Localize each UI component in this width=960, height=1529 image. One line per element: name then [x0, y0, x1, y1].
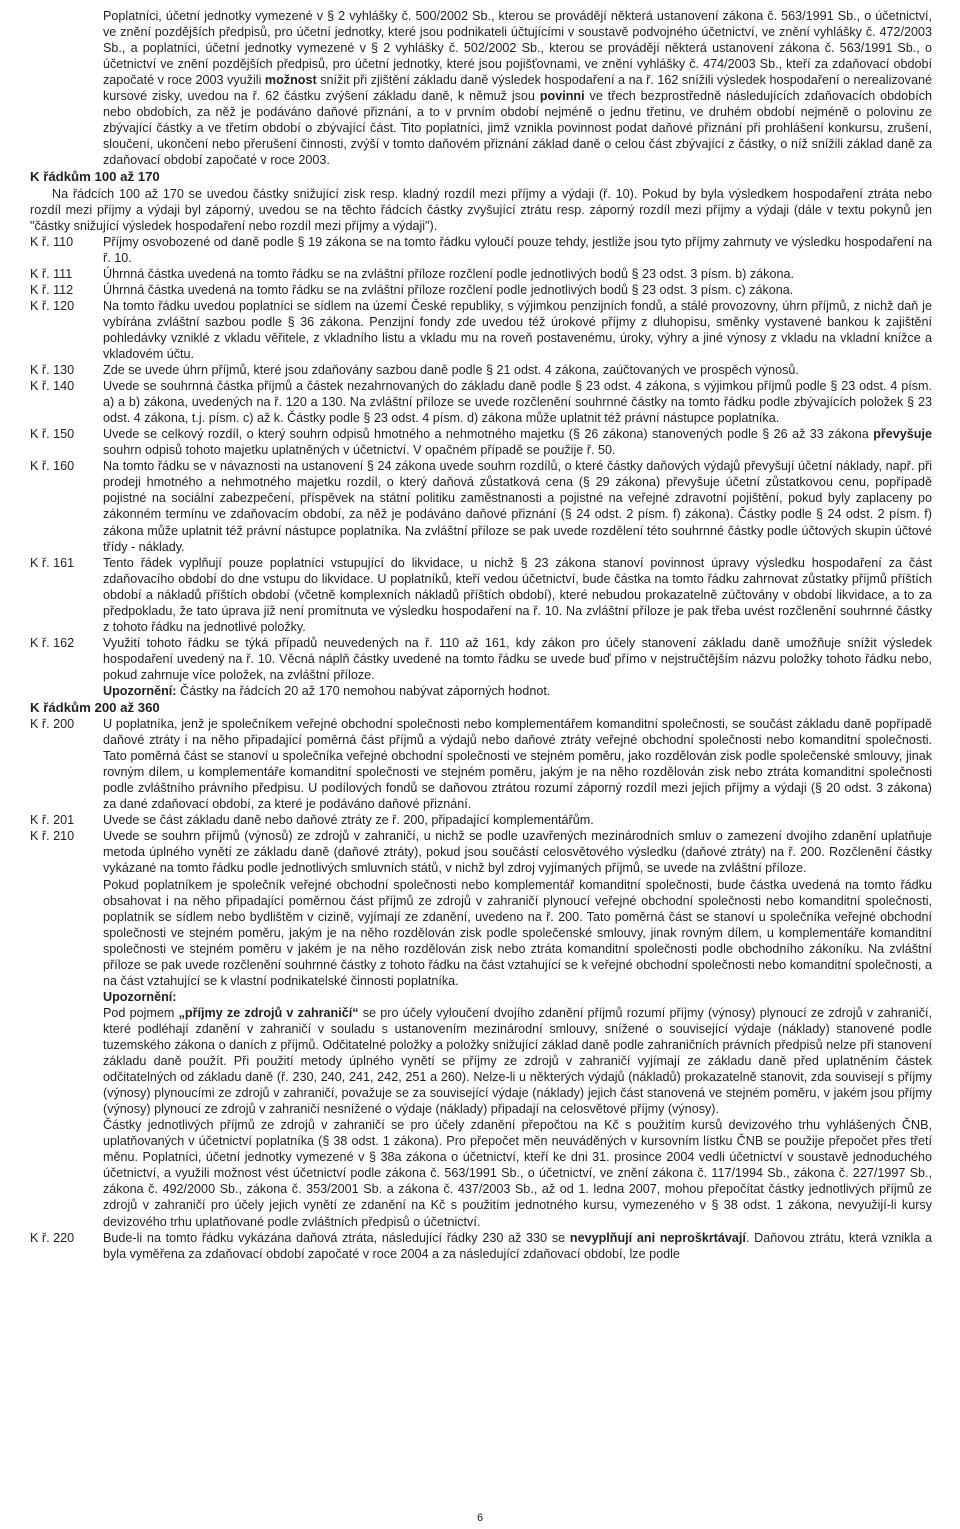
line-item-120	[30, 298, 932, 362]
line-text: Na tomto řádku se v návaznosti na ustanovení § 24 zákona uvede souhrn rozdílů, o které částky daňových výdajů převyšují účetní náklady, např. při prodeji hmotného a nehmotného majetku rozdíl, o který daňová zůstatková cena (§ 29 zákona) převyšuje účetní zůstatkovou cenu, popřípadě pojistné na sociální zabezpečení, příspěvek na státní politiku zaměstnanosti a pojistné na veřejné zdravotní pojištění, pokud byly zaplaceny po zákonném termínu ve zdaňovacím období, za něž je podáváno daňové přiznání (§ 24 odst. 2 písm. f) zákona). Částky podle § 24 odst. 2 písm. f) zákona může uplatnit též právní nástupce poplatníka. Na zvláštní příloze se pak uvede rozdělení této souhrnné částky podle účtových skupin účtové třídy - náklady.	[103, 459, 932, 554]
line-text: Bude-li na tomto řádku vykázána daňová ztráta, následující řádky 230 až 330 se nevyplňují ani neproškrtávají. Daňovou ztrátu, která vznikla a byla vyměřena za zdaňovací období započaté v roce 2004 a za následující zdaňovací období, lze podle	[103, 1230, 933, 1261]
line-text: Uvede se celkový rozdíl, o který souhrn odpisů hmotného a nehmotného majetku (§ 26 zákona) stanovených podle § 26 až 33 zákona převyšuje souhrn odpisů tohoto majetku uplatněných v účetnictví. V opačném případě se použije ř. 50.	[103, 427, 932, 458]
line-text: Uvede se část základu daně nebo daňové ztráty ze ř. 200, připadající komplementářům.	[103, 813, 594, 828]
line-label: K ř. 220	[30, 1230, 75, 1245]
line-item-162	[30, 635, 932, 683]
line-label: K ř. 161	[30, 555, 75, 570]
line-label: K ř. 130	[30, 363, 75, 378]
line-item-201	[30, 812, 932, 828]
line-label: K ř. 111	[30, 266, 73, 281]
line-label: K ř. 210	[30, 829, 75, 844]
line-item-161	[30, 555, 932, 635]
line-text: Uvede se souhrn příjmů (výnosů) ze zdrojů v zahraničí, u nichž se podle uzavřených mezinárodních smluv o zamezení dvojího zdanění uplatňuje metoda úplného vynětí ze základu daně (daňové ztráty), pokud jsou součástí celosvětového výsledku (daňové ztráty) na ř. 200. Rozčlenění částky vykázané na tomto řádku podle jednotlivých smluvních států, v nichž byl zdroj vyjímaných příjmů, se uvede na zvláštní příloze.	[103, 829, 932, 876]
line-item-210	[30, 828, 932, 876]
line-label: K ř. 140	[30, 379, 75, 394]
line-item-220	[30, 1230, 932, 1262]
line-label: K ř. 112	[30, 282, 74, 297]
line-label: K ř. 160	[30, 459, 75, 474]
line-label: K ř. 120	[30, 298, 75, 313]
section-intro-paragraph: Na řádcích 100 až 170 se uvedou částky snižující zisk resp. kladný rozdíl mezi příjmy a výdaji (ř. 10). Pokud by byla výsledkem hospodaření ztráta nebo rozdíl mezi příjmy a výdaji byl záporný, uvedou se na těchto řádcích částky zvyšující ztrátu resp. záporný rozdíl mezi příjmy a výdaji (dále v textu pokynů jen "částky snižující výsledek hospodaření nebo rozdíl mezi příjmy a výdaji").	[30, 186, 932, 233]
warning-note: Upozornění: Částky na řádcích 20 až 170 nemohou nabývat záporných hodnot.	[103, 683, 551, 698]
line-label: K ř. 200	[30, 717, 75, 732]
line-item-140	[30, 378, 932, 426]
section-heading-100-170: K řádkům 100 až 170	[30, 169, 160, 185]
line-text: Na tomto řádku uvedou poplatníci se sídlem na území České republiky, s výjimkou penzijních fondů, a stálé provozovny, úhrn příjmů, z nichž daň je vybírána zvláštní sazbou podle § 36 zákona. Penzijní fondy zde uvedou též úrokové příjmy z dluhopisu, směnky vystavené bankou k zajištění pohledávky vzniklé z vkladu věřitele, z vkladního listu a vkladu mu na roveň postavenému, úroky, výhry a jiné výnosy z vkladu na vkladní knížce a vkladovém účtu.	[103, 298, 932, 361]
line-item-200	[30, 716, 932, 812]
section-heading-200-360: K řádkům 200 až 360	[30, 700, 160, 716]
line-item-150	[30, 426, 932, 458]
line-label: K ř. 150	[30, 427, 75, 442]
line-item-111	[30, 266, 932, 282]
intro-paragraph: Poplatníci, účetní jednotky vymezené v § 2 vyhlášky č. 500/2002 Sb., kterou se provádějí některá ustanovení zákona č. 563/1991 Sb., o účetnictví, ve znění pozdějších předpisů, pro účetní jednotky, které jsou podnikateli účtujícími v soustavě podvojného účetnictví, ve znění vyhlášky č. 472/2003 Sb., a poplatníci, účetní jednotky vymezené v § 2 vyhlášky č. 502/2002 Sb., kterou se provádějí některá ustanovení zákona č. 563/1991 Sb., o účetnictví ve znění pozdějších předpisů, pro účetní jednotky, které jsou pojišťovnami, ve znění vyhlášky č. 474/2003 Sb., kteří za zdaňovací období započaté v roce 2003 využili možnost snížit při zjištění základu daně výsledek hospodaření a na ř. 162 snížili výsledek hospodaření o nerealizované kursové zisky, uvedou na ř. 62 částku zvýšení základu daně, k němuž jsou povinni ve třech bezprostředně následujících zdaňovacích obdobích nebo obdobích, za něž je podáváno daňové přiznání, a to v prvním období nejméně o jednu třetinu, ve druhém období nejméně o polovinu ze zbývající částky a ve třetím období o zbývající část. Tito poplatníci, jimž vznikla povinnost podat daňové přiznání při prohlášení konkursu, zrušení, sloučení, ukončení nebo přerušení činnosti, zvýší v tomto daňovém přiznání základ daně o celou část zbývající z částky, o níž snížili základ daně za zdaňovací období započaté v roce 2003.	[103, 9, 932, 168]
line-item-160	[30, 458, 932, 554]
document-body	[30, 8, 932, 1262]
line-text: Využití tohoto řádku se týká případů neuvedených na ř. 110 až 161, kdy zákon pro účely stanovení základu daně umožňuje snížit výsledek hospodaření uvedený na ř. 10. Věcná náplň částky uvedené na tomto řádku se uvede buď přímo v nejstručtějším názvu položky tohoto řádku nebo, pokud zahrnuje více položek, na zvláštní příloze.	[103, 635, 932, 682]
line-item-130	[30, 362, 932, 378]
line-text: Úhrnná částka uvedená na tomto řádku se na zvláštní příloze rozčlení podle jednotlivých bodů § 23 odst. 3 písm. c) zákona.	[103, 282, 794, 297]
line-text: Tento řádek vyplňují pouze poplatníci vstupující do likvidace, u nichž § 23 zákona stanoví povinnost úpravy výsledku hospodaření za část zdaňovacího období do dne vstupu do likvidace. U poplatníků, kteří vedou účetnictví, bude částka na tomto řádku zahrnovat zůstatky příjmů příštích období a nákladů příštích období (včetně komplexních nákladů příštích období), které nebudou prokazatelně zúčtovány v období likvidace, a to za předpokladu, že tato úprava již není promítnuta ve výsledku hospodaření na ř. 10. Na zvláštní příloze je pak třeba uvést rozčlenění souhrnné částky z tohoto řádku na jednotlivé položky.	[103, 555, 932, 634]
currency-conversion-paragraph: Částky jednotlivých příjmů ze zdrojů v zahraničí se pro účely zdanění přepočtou na Kč s použitím kursů devizového trhu vyhlášených ČNB, uplatňovaných v účetnictví poplatníka (§ 38 odst. 1 zákona). Pro přepočet měn neuváděných v kursovním lístku ČNB se použije přepočet přes třetí měnu. Poplatníci, účetní jednotky vymezené v § 38a zákona o účetnictví, kteří ke dni 31. prosince 2004 vedli účetnictví v soustavě jednoduchého účetnictví, a využili možnost vést účetnictví podle zákona č. 563/1991 Sb., o účetnictví, ve znění zákona č. 117/1994 Sb., zákona č. 227/1997 Sb., zákona č. 492/2000 Sb., zákona č. 353/2001 Sb. a zákona č. 437/2003 Sb., až od 1. ledna 2007, mohou přepočítat částky jednotlivých příjmů ze zdrojů v zahraničí pro účely jejich vynětí ze zdanění na Kč s použitím jednotného kursu, vymezeného v § 38 odst. 1 zákona, nevyužijí-li kursy devizového trhu uplatňované podle zvláštních předpisů o účetnictví.	[103, 1118, 932, 1229]
line-label: K ř. 110	[30, 234, 74, 249]
page-number: 6	[476, 1512, 484, 1524]
line-text: Uvede se souhrnná částka příjmů a částek nezahrnovaných do základu daně podle § 23 odst. 4 zákona, s výjimkou příjmů podle § 23 odst. 4 písm. a) a b) zákona, uvedených na ř. 120 a 130. Na zvláštní příloze se uvede rozčlenění souhrnné částky na tomto řádku podle zbývajících položek § 23 odst. 4 zákona, t.j. písm. c) až k. Částky podle § 23 odst. 4 písm. d) zákona může uplatnit též právní nástupce poplatníka.	[103, 379, 932, 426]
line-210-continuation: Pokud poplatníkem je společník veřejné obchodní společnosti nebo komplementář komanditní společnosti, bude částka uvedená na tomto řádku obsahovat i na něho připadající poměrnou část příjmů ze zdrojů v zahraničí plynoucí veřejné obchodní společnosti nebo komanditní společnosti, poplatník se sídlem nebo bydlištěm v cizině, vyjímají ze zdanění, uvedeno na ř. 200. Tato poměrná část se stanoví u společníka veřejné obchodní společnosti ve stejném poměru, jakým je na něho rozdělován zisk podle společenské smlouvy, jinak rovným dílem, u komplementáře komanditní společnosti ve stejném poměru v jakém je na něho rozdělován zisk nebo ztráta komanditní společnosti podle obchodního zákoníku. Na zvláštní příloze se pak uvede rozčlenění souhrnné částky z tohoto řádku na část vztahující se k veřejné obchodní společnosti nebo komanditní společnosti, a na část vztahující se k vlastní podnikatelské činnosti poplatníka.	[103, 877, 932, 988]
line-text: Příjmy osvobozené od daně podle § 19 zákona se na tomto řádku vyloučí pouze tehdy, jestliže jsou tyto příjmy zahrnuty ve výsledku hospodaření na ř. 10.	[103, 234, 932, 265]
line-label: K ř. 201	[30, 813, 75, 828]
line-text: Zde se uvede úhrn příjmů, které jsou zdaňovány sazbou daně podle § 21 odst. 4 zákona, zaúčtovaných ve prospěch výnosů.	[103, 363, 799, 378]
warning-heading: Upozornění:	[103, 989, 177, 1004]
line-item-110	[30, 234, 932, 266]
line-text: Úhrnná částka uvedená na tomto řádku se na zvláštní příloze rozčlení podle jednotlivých bodů § 23 odst. 3 písm. b) zákona.	[103, 266, 794, 281]
line-label: K ř. 162	[30, 635, 75, 650]
foreign-income-paragraph: Pod pojmem „příjmy ze zdrojů v zahraničí“ se pro účely vyloučení dvojího zdanění příjmů rozumí příjmy (výnosy) plynoucí ze zdrojů v zahraničí, které podléhají zdanění v zahraničí v souladu s ustanovením mezinárodní smlouvy, snížené o související výdaje (náklady) stanovené podle tuzemského zákona o daních z příjmů. Odčitatelné položky a položky snižující základ daně podle zahraničních právních předpisů nelze při stanovení základu daně použít. Při použití metody úplného vynětí se příjmy ze zdrojů v zahraničí vyjímají ze základu daně před uplatněním částek odčitatelných od základu daně (ř. 230, 240, 241, 242, 251 a 260). Nelze-li u některých výdajů (nákladů) prokazatelně stanovit, zda souvisejí s příjmy (výnosy) plynoucími ze zdrojů v zahraničí, považuje se za související výdaje (náklady) jejich část stanovená ve stejném poměru, v jakém jsou příjmy (výnosy) plynoucí ze zdrojů v zahraničí nesnížené o výdaje (náklady) připadají na celosvětové příjmy (výnosy).	[103, 1005, 933, 1117]
line-text: U poplatníka, jenž je společníkem veřejné obchodní společnosti nebo komplementářem komanditní společnosti, se součást základu daně popřípadě daňové ztráty i na něho připadající poměrná část příjmů a výdajů nebo daňové ztráty veřejné obchodní společnosti nebo komanditní společnosti. Tato poměrná část se stanoví u společníka veřejné obchodní společnosti ve stejném poměru, jako rozdělován zisk podle společenské smlouvy, jinak rovným dílem, u komplementáře komanditní společnosti ve stejném poměru, jakým je na něho rozdělován zisk nebo ztráta komanditní společnosti podle zvláštního právního předpisu. U podílových fondů se daňovou ztrátou rozumí záporný rozdíl mezi jejich příjmy a výdaji (§ 20 odst. 3 zákona) za dané zdaňovací období, za které je podáváno daňové přiznání.	[103, 717, 932, 812]
line-item-112	[30, 282, 932, 298]
